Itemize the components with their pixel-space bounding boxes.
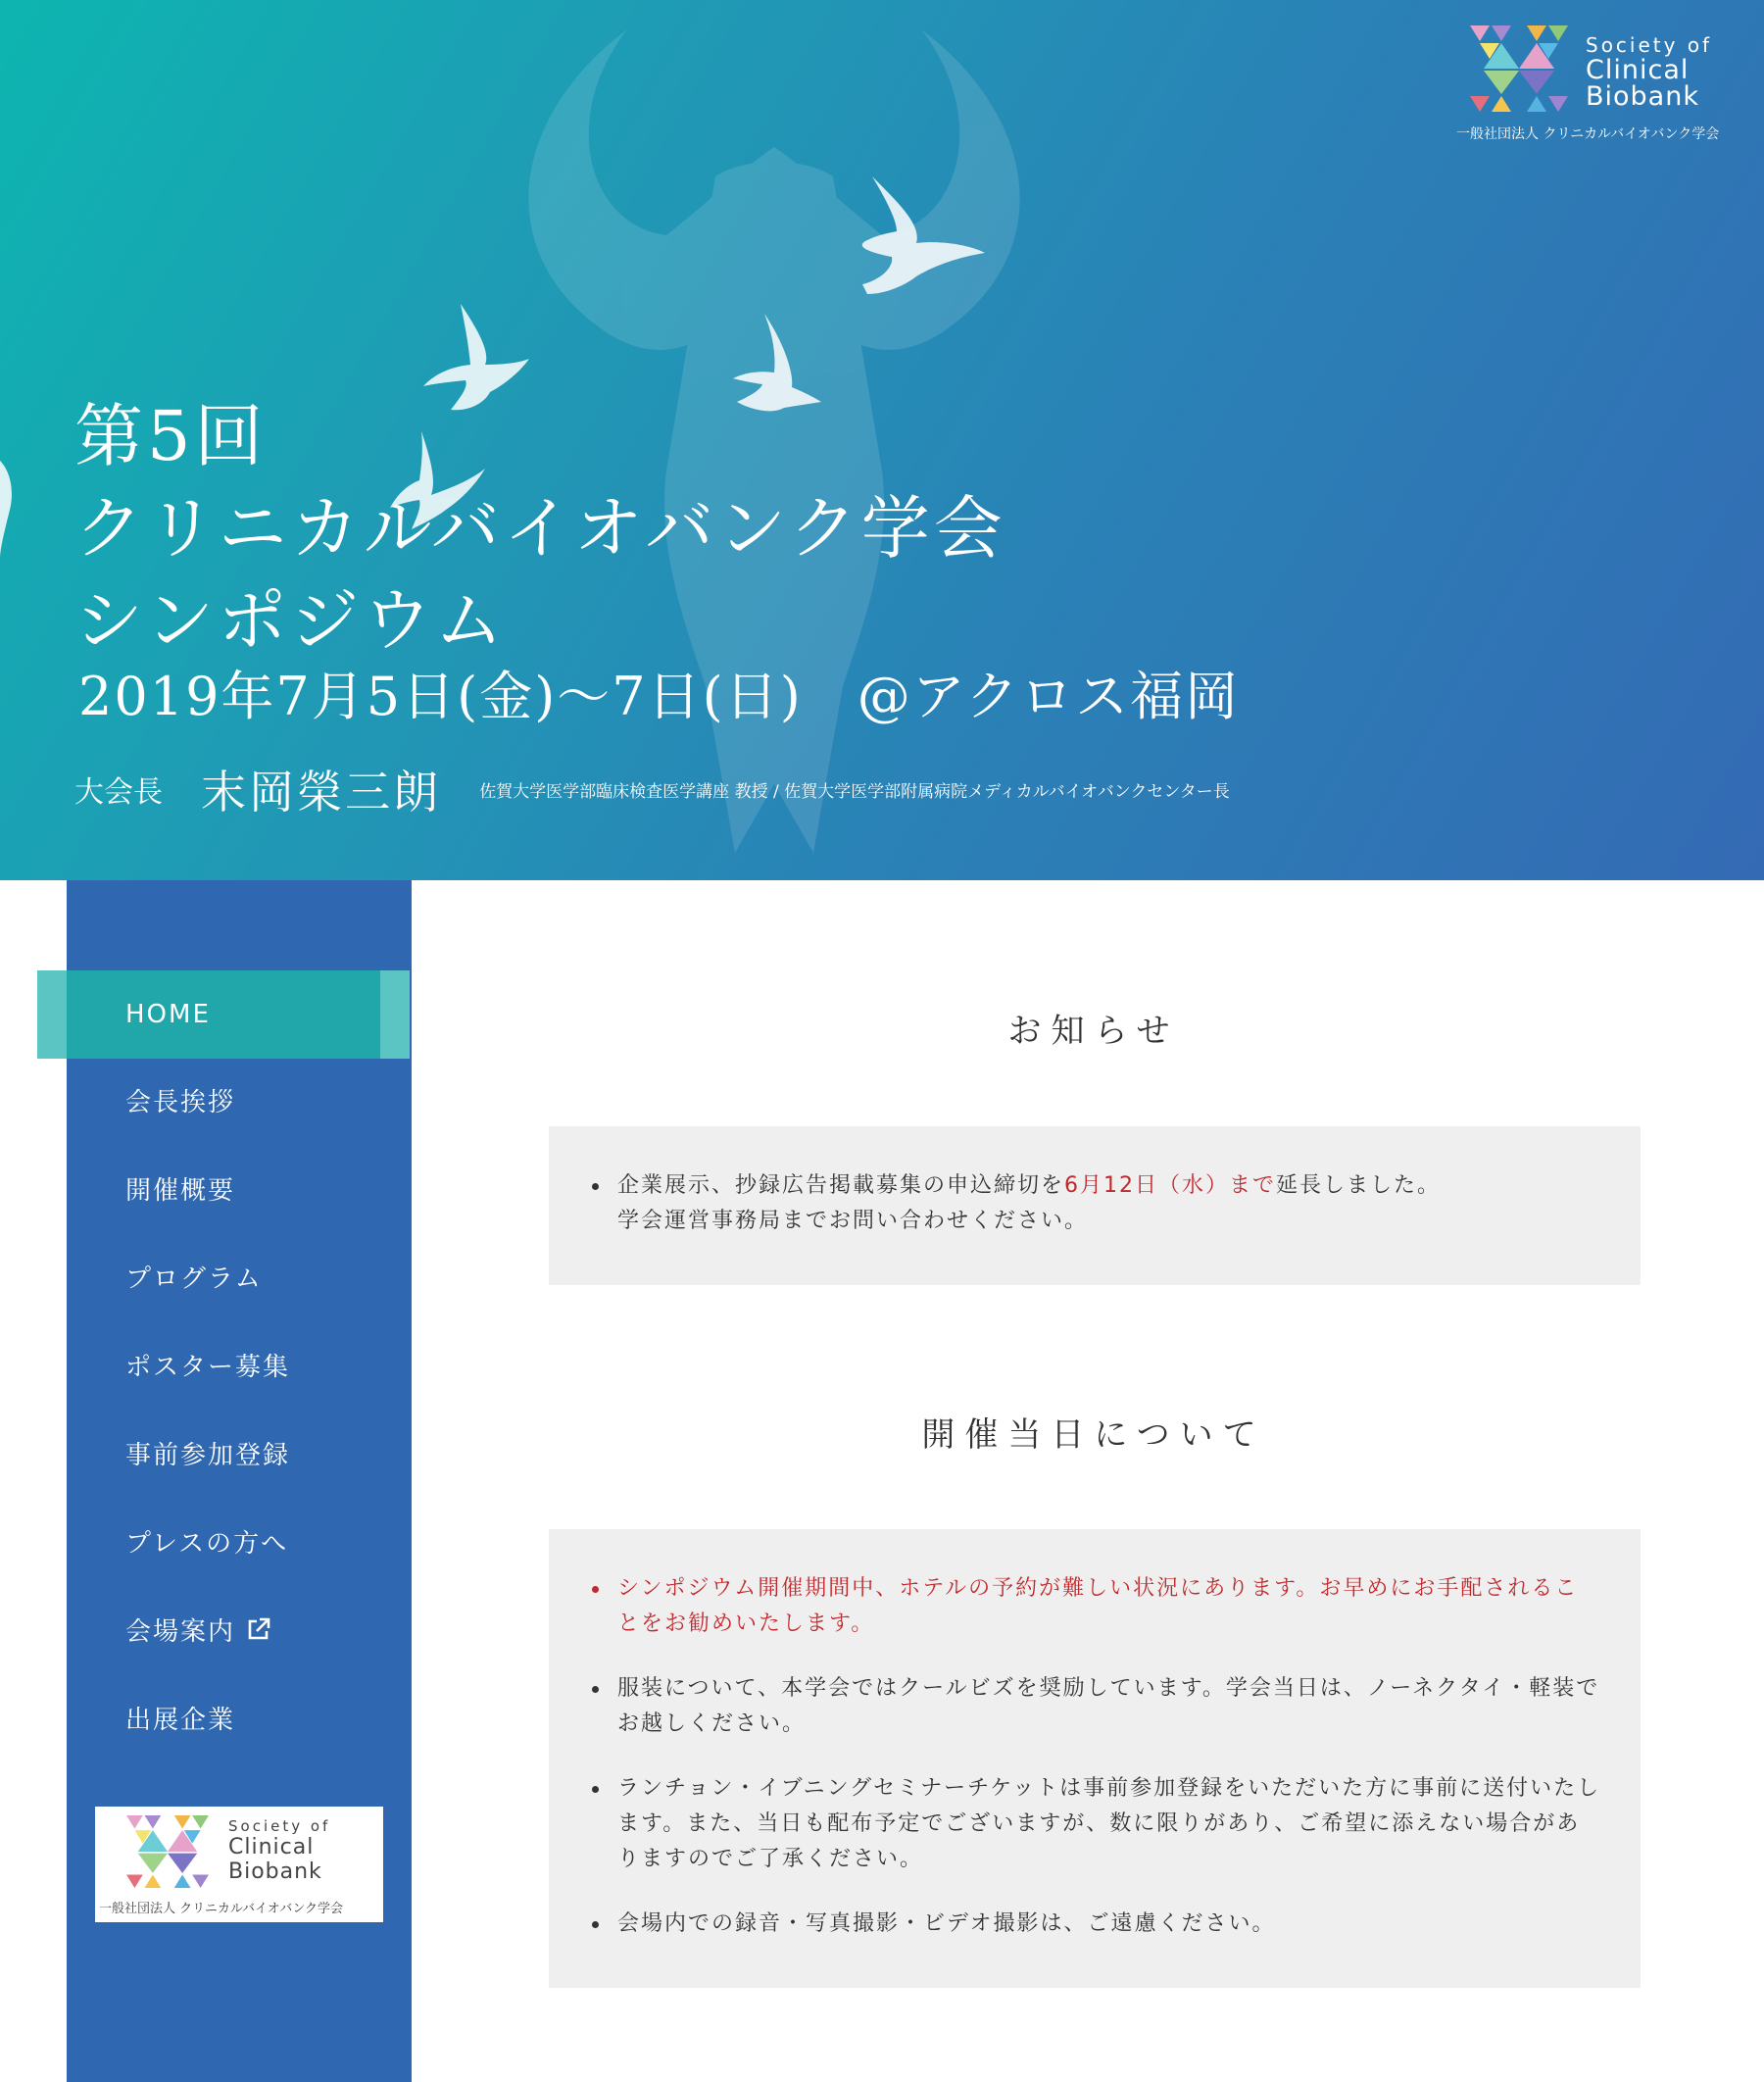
news-box xyxy=(549,1126,1641,1285)
news-item-line-2: 学会運営事務局までお問い合わせください。 xyxy=(617,1209,1089,1233)
logo-text-clinical: Clinical xyxy=(228,1835,315,1859)
society-logo[interactable] xyxy=(1456,25,1744,143)
logo-text-biobank: Biobank xyxy=(228,1859,322,1884)
nav-item-program[interactable]: プログラム xyxy=(125,1264,263,1294)
dress-code-notice: 服装について、本学会ではクールビズを奨励しています。学会当日は、ノーネクタイ・軽装でお越しください。 xyxy=(617,1671,1601,1742)
sidebar-society-logo[interactable] xyxy=(95,1807,383,1922)
external-link-icon xyxy=(245,1615,272,1643)
president-role: 大会長 xyxy=(74,775,163,810)
event-day-list xyxy=(617,1571,1601,1942)
nav-item-poster[interactable]: ポスター募集 xyxy=(125,1353,291,1382)
seminar-ticket-notice: ランチョン・イブニングセミナーチケットは事前参加登録をいただいた方に事前に送付いたします。また、当日も配布予定でございますが、数に限りがあり、ご希望に添えない場合がありますのでご了承ください。 xyxy=(617,1771,1601,1877)
news-item xyxy=(617,1168,1601,1239)
event-day-heading: 開催当日について xyxy=(921,1415,1266,1455)
symposium-title xyxy=(74,390,1006,667)
news-item-text: 企業展示、抄録広告掲載募集の申込締切を xyxy=(617,1173,1065,1198)
hotel-notice: シンポジウム開催期間中、ホテルの予約が難しい状況にあります。お早めにお手配されることをお勧めいたします。 xyxy=(617,1571,1601,1642)
news-item-text-end: 延長しました。 xyxy=(1276,1173,1442,1198)
title-line-2: クリニカルバイオバンク学会 xyxy=(74,488,1006,569)
nav-item-overview[interactable]: 開催概要 xyxy=(125,1176,236,1206)
president-info xyxy=(74,757,1230,821)
nav-item-venue-label: 会場案内 xyxy=(125,1617,236,1647)
event-day-box xyxy=(549,1529,1641,1988)
logo-text-society: Society of xyxy=(1586,33,1713,57)
event-date-venue: 2019年7月5日(金)～7日(日) @アクロス福岡 xyxy=(78,666,1241,727)
logo-text-society: Society of xyxy=(228,1817,331,1835)
nav-item-press[interactable]: プレスの方へ xyxy=(125,1529,289,1559)
title-line-1: 第5回 xyxy=(74,396,268,476)
nav-item-venue[interactable] xyxy=(67,1588,412,1676)
logo-subtitle: 一般社団法人 クリニカルバイオバンク学会 xyxy=(99,1902,344,1916)
main-nav xyxy=(67,970,412,1764)
title-line-3: シンポジウム xyxy=(74,580,508,661)
logo-subtitle: 一般社団法人 クリニカルバイオバンク学会 xyxy=(1456,126,1720,142)
nav-item-home[interactable]: HOME xyxy=(37,970,410,1059)
nav-item-registration[interactable]: 事前参加登録 xyxy=(125,1441,291,1470)
deadline-highlight: 6月12日（水）まで xyxy=(1064,1173,1277,1198)
news-list xyxy=(617,1168,1601,1239)
logo-text-biobank: Biobank xyxy=(1586,81,1699,112)
recording-notice: 会場内での録音・写真撮影・ビデオ撮影は、ご遠慮ください。 xyxy=(617,1907,1601,1942)
news-heading: お知らせ xyxy=(1007,1012,1180,1051)
president-affiliation: 佐賀大学医学部臨床検査医学講座 教授 / 佐賀大学医学部附属病院メディカルバイオバンクセンター長 xyxy=(479,781,1230,802)
president-name: 末岡榮三朗 xyxy=(201,766,442,818)
logo-text-clinical: Clinical xyxy=(1586,55,1690,85)
hero-banner xyxy=(0,0,1764,880)
biobank-mosaic-icon xyxy=(1470,25,1568,112)
sidebar xyxy=(67,880,412,2082)
biobank-mosaic-icon xyxy=(126,1814,209,1889)
nav-item-greeting[interactable]: 会長挨拶 xyxy=(125,1088,236,1117)
nav-item-exhibitors[interactable]: 出展企業 xyxy=(125,1706,236,1735)
